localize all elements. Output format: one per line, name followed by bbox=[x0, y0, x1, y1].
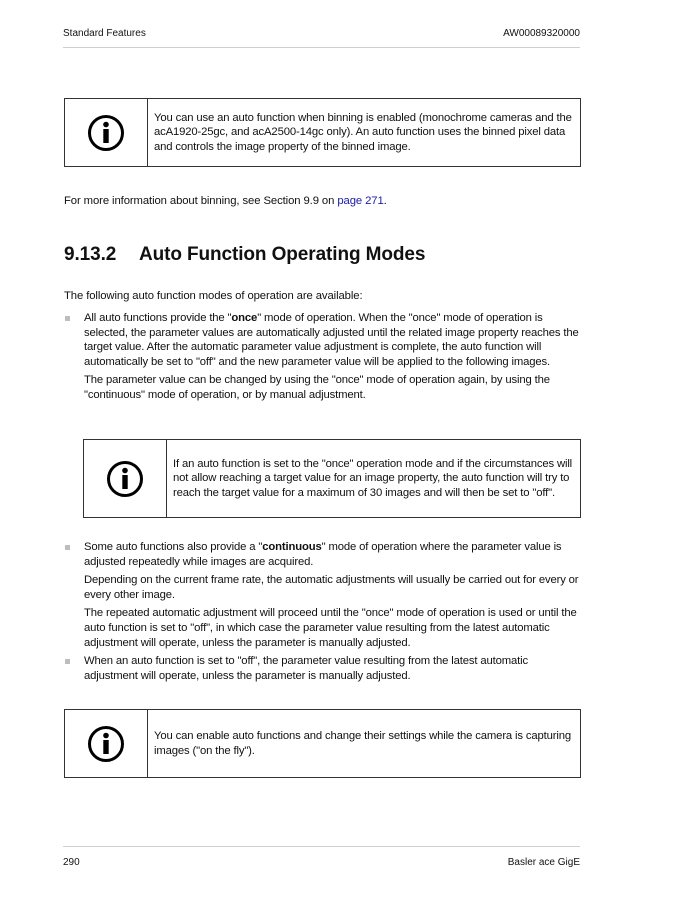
info-icon bbox=[87, 725, 125, 763]
bullet-off-text: When an auto function is set to "off", the parameter value resulting from the latest automatic adjustment will operate, unless the parameter is manually adjusted. bbox=[84, 655, 528, 682]
bullet-continuous-extra-1: Depending on the current frame rate, the automatic adjustments will usually be carried out for every or every other image. bbox=[84, 574, 579, 601]
continuous-keyword: continuous bbox=[262, 541, 322, 553]
bullet-once-text: All auto functions provide the "once" mode of operation. When the "once" mode of operation is selected, the parameter values are automatically adjusted until the related image property reaches the target value. After the automatic parameter value adjustment is complete, the auto function will automatically be set to "off" and the new parameter value will be applied to the following images. bbox=[84, 312, 579, 368]
section-number: 9.13.2 bbox=[64, 244, 117, 265]
page-footer bbox=[63, 846, 580, 868]
note-icon-cell bbox=[65, 710, 148, 777]
page-header bbox=[63, 28, 580, 48]
bullet-once bbox=[64, 311, 584, 407]
binning-reference-text: For more information about binning, see Section 9.9 on bbox=[64, 195, 338, 207]
note-text: You can use an auto function when binning is enabled (monochrome cameras and the acA1920-25gc, and acA2500-14gc only). An auto function uses the binned pixel data and controls the image property of the binned image. bbox=[154, 111, 572, 153]
header-section-title: Standard Features bbox=[63, 28, 146, 39]
page-271-link[interactable]: page 271 bbox=[337, 195, 384, 207]
once-keyword: once bbox=[231, 312, 258, 324]
info-icon bbox=[87, 114, 125, 152]
note-icon-cell bbox=[84, 440, 167, 517]
bullet-marker bbox=[64, 311, 84, 407]
info-icon bbox=[106, 460, 144, 498]
bullet-continuous-text: Some auto functions also provide a "continuous" mode of operation where the parameter value is adjusted repeatedly while images are acquired. bbox=[84, 541, 562, 568]
bullet-continuous bbox=[64, 540, 584, 687]
binning-reference-suffix: . bbox=[383, 195, 387, 207]
bullet-marker bbox=[64, 540, 84, 654]
info-note-binning bbox=[64, 98, 581, 167]
bullet-marker bbox=[64, 654, 84, 687]
footer-product-name: Basler ace GigE bbox=[507, 857, 580, 868]
page-number: 290 bbox=[63, 857, 80, 868]
note-text: If an auto function is set to the "once" operation mode and if the circumstances will not allow reaching a target value for an image property, the auto function will try to reach the target value for a maximum of 30 images and will then be set to "off". bbox=[173, 457, 573, 499]
binning-reference bbox=[64, 194, 387, 209]
section-title: Auto Function Operating Modes bbox=[139, 244, 426, 265]
note-icon-cell bbox=[65, 99, 148, 166]
info-note-on-the-fly bbox=[64, 709, 581, 778]
section-heading bbox=[64, 244, 425, 266]
note-text: You can enable auto functions and change their settings while the camera is capturing images ("on the fly"). bbox=[154, 729, 572, 757]
info-note-once-limit bbox=[83, 439, 581, 518]
bullet-once-extra: The parameter value can be changed by using the "once" mode of operation again, by using the "continuous" mode of operation, or by manual adjustment. bbox=[84, 374, 550, 401]
intro-text: The following auto function modes of operation are available: bbox=[64, 290, 363, 302]
bullet-continuous-extra-2: The repeated automatic adjustment will proceed until the "once" mode of operation is used or until the auto function is set to "off", in which case the parameter value resulting from the latest automatic adjustment will operate, unless the parameter is manually adjusted. bbox=[84, 607, 577, 649]
header-document-id: AW00089320000 bbox=[503, 28, 580, 39]
